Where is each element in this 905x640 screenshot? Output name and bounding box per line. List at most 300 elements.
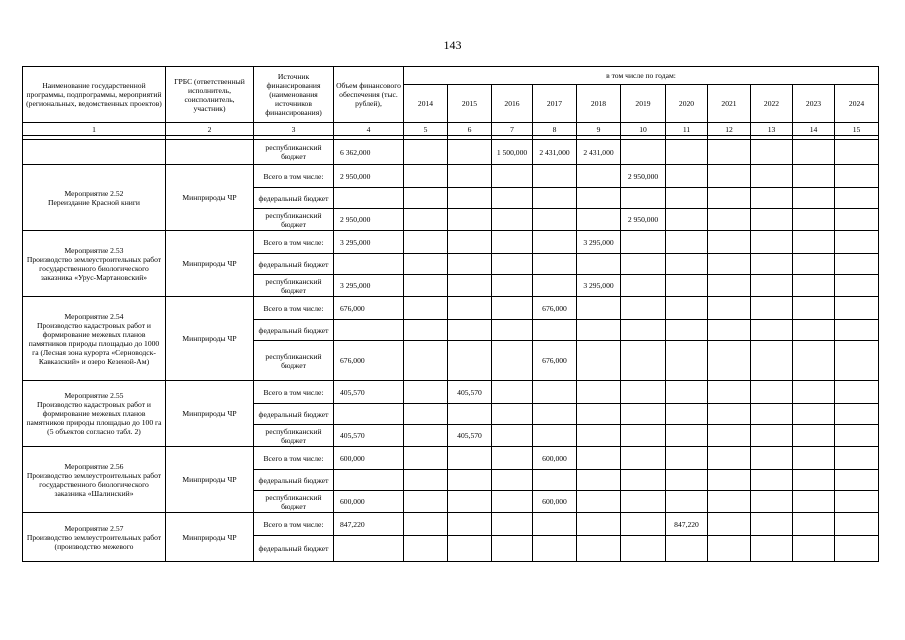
measure-title: Мероприятие 2.55 <box>64 391 124 400</box>
year-cell-2021 <box>708 381 751 404</box>
header-years-caption: в том числе по годам: <box>404 67 879 85</box>
grbs-cell: Минприроды ЧР <box>166 231 254 297</box>
year-cell-2017 <box>533 275 577 297</box>
year-cell-2021 <box>708 513 751 536</box>
year-cell-2022 <box>751 381 793 404</box>
year-cell-2016 <box>492 536 533 562</box>
year-cell-2023 <box>793 275 835 297</box>
column-index: 12 <box>708 123 751 136</box>
year-cell-2018 <box>577 381 621 404</box>
year-cell-2020 <box>666 341 708 381</box>
year-cell-2019 <box>621 447 666 470</box>
year-cell-2022 <box>751 209 793 231</box>
source-cell: федеральный бюджет <box>254 404 334 425</box>
grbs-cell: Минприроды ЧР <box>166 513 254 562</box>
year-cell-2015: 405,570 <box>448 381 492 404</box>
year-cell-2022 <box>751 320 793 341</box>
year-cell-2020 <box>666 165 708 188</box>
header-year-2018: 2018 <box>577 85 621 123</box>
year-cell-2023 <box>793 381 835 404</box>
year-cell-2019 <box>621 341 666 381</box>
year-cell-2023 <box>793 140 835 165</box>
column-index: 7 <box>492 123 533 136</box>
column-index: 13 <box>751 123 793 136</box>
source-cell: Всего в том числе: <box>254 297 334 320</box>
year-cell-2017: 600,000 <box>533 491 577 513</box>
table-row <box>23 140 879 165</box>
total-cell <box>334 404 404 425</box>
year-cell-2017 <box>533 231 577 254</box>
header-year-2016: 2016 <box>492 85 533 123</box>
year-cell-2024 <box>835 425 879 447</box>
header-year-2019: 2019 <box>621 85 666 123</box>
measure-description: Производство кадастровых работ и формирование межевых планов памятников природы площадью до 1000 га (Лесная зона курорта «Серноводск-Кавказский» и озеро Кезеной-Ам) <box>28 320 160 366</box>
year-cell-2019 <box>621 297 666 320</box>
year-cell-2024 <box>835 209 879 231</box>
year-cell-2019 <box>621 275 666 297</box>
year-cell-2022 <box>751 231 793 254</box>
year-cell-2014 <box>404 341 448 381</box>
year-cell-2022 <box>751 425 793 447</box>
column-index: 2 <box>166 123 254 136</box>
year-cell-2021 <box>708 231 751 254</box>
column-index: 8 <box>533 123 577 136</box>
measure-title: Мероприятие 2.53 <box>64 245 124 255</box>
year-cell-2024 <box>835 165 879 188</box>
year-cell-2022 <box>751 491 793 513</box>
source-cell: республиканский бюджет <box>254 140 334 165</box>
column-index: 10 <box>621 123 666 136</box>
year-cell-2022 <box>751 254 793 275</box>
year-cell-2023 <box>793 470 835 491</box>
source-cell: республиканский бюджет <box>254 209 334 231</box>
total-cell <box>334 188 404 209</box>
year-cell-2019 <box>621 491 666 513</box>
year-cell-2024 <box>835 381 879 404</box>
measure-cell <box>23 165 166 231</box>
year-cell-2018 <box>577 470 621 491</box>
year-cell-2018 <box>577 491 621 513</box>
year-cell-2015 <box>448 275 492 297</box>
measure-description: Переиздание Красной книги <box>48 197 140 207</box>
year-cell-2018: 2 431,000 <box>577 140 621 165</box>
measure-title: Мероприятие 2.57 <box>64 523 124 533</box>
source-cell: Всего в том числе: <box>254 165 334 188</box>
year-cell-2016 <box>492 513 533 536</box>
header-year-2024: 2024 <box>835 85 879 123</box>
year-cell-2016: 1 500,000 <box>492 140 533 165</box>
header-name-col: Наименование государственной программы, подпрограммы, мероприятий (региональных, ведомственных проектов) <box>23 67 166 123</box>
year-cell-2022 <box>751 470 793 491</box>
year-cell-2021 <box>708 254 751 275</box>
year-cell-2017: 676,000 <box>533 297 577 320</box>
year-cell-2014 <box>404 231 448 254</box>
year-cell-2024 <box>835 470 879 491</box>
year-cell-2018 <box>577 447 621 470</box>
year-cell-2016 <box>492 341 533 381</box>
year-cell-2016 <box>492 447 533 470</box>
year-cell-2020 <box>666 447 708 470</box>
year-cell-2014 <box>404 188 448 209</box>
measure-description: Производство кадастровых работ и формирование межевых планов памятников природы площадью до 100 га (5 объектов согласно табл. 2) <box>26 400 162 436</box>
year-cell-2014 <box>404 297 448 320</box>
header-source-col: Источник финансирования (наименования источников финансирования) <box>254 67 334 123</box>
year-cell-2017 <box>533 381 577 404</box>
year-cell-2017 <box>533 404 577 425</box>
year-cell-2016 <box>492 231 533 254</box>
year-cell-2014 <box>404 491 448 513</box>
year-cell-2015 <box>448 209 492 231</box>
table-row <box>23 165 879 188</box>
table-row <box>23 381 879 404</box>
total-cell: 405,570 <box>334 381 404 404</box>
year-cell-2021 <box>708 491 751 513</box>
year-cell-2022 <box>751 188 793 209</box>
year-cell-2021 <box>708 275 751 297</box>
total-cell: 676,000 <box>334 341 404 381</box>
measure-title: Мероприятие 2.56 <box>64 461 124 471</box>
total-cell <box>334 470 404 491</box>
year-cell-2022 <box>751 297 793 320</box>
measure-description: Производство землеустроительных работ государственного биологического заказника «Шалинский» <box>26 470 162 498</box>
year-cell-2020 <box>666 188 708 209</box>
year-cell-2017 <box>533 536 577 562</box>
year-cell-2021 <box>708 425 751 447</box>
header-grbs-col: ГРБС (ответственный исполнитель, соисполнитель, участник) <box>166 67 254 123</box>
year-cell-2019 <box>621 231 666 254</box>
year-cell-2015 <box>448 470 492 491</box>
source-cell: республиканский бюджет <box>254 341 334 381</box>
year-cell-2016 <box>492 297 533 320</box>
year-cell-2023 <box>793 320 835 341</box>
year-cell-2019: 2 950,000 <box>621 165 666 188</box>
total-cell: 600,000 <box>334 491 404 513</box>
total-cell <box>334 254 404 275</box>
year-cell-2015 <box>448 341 492 381</box>
year-cell-2019: 2 950,000 <box>621 209 666 231</box>
column-index: 4 <box>334 123 404 136</box>
measure-title: Мероприятие 2.52 <box>64 188 124 198</box>
total-cell <box>334 536 404 562</box>
year-cell-2019 <box>621 513 666 536</box>
year-cell-2014 <box>404 425 448 447</box>
column-index: 9 <box>577 123 621 136</box>
measure-title: Мероприятие 2.54 <box>64 311 124 321</box>
year-cell-2017 <box>533 470 577 491</box>
table-row <box>23 297 879 320</box>
year-cell-2020 <box>666 381 708 404</box>
year-cell-2015 <box>448 140 492 165</box>
column-index: 5 <box>404 123 448 136</box>
year-cell-2018 <box>577 254 621 275</box>
year-cell-2021 <box>708 447 751 470</box>
measure-cell <box>23 381 166 447</box>
total-cell: 2 950,000 <box>334 209 404 231</box>
year-cell-2020 <box>666 320 708 341</box>
year-cell-2018: 3 295,000 <box>577 231 621 254</box>
year-cell-2020 <box>666 231 708 254</box>
year-cell-2017 <box>533 165 577 188</box>
year-cell-2016 <box>492 470 533 491</box>
total-cell <box>334 320 404 341</box>
header-year-2022: 2022 <box>751 85 793 123</box>
year-cell-2015 <box>448 231 492 254</box>
year-cell-2015 <box>448 447 492 470</box>
year-cell-2015 <box>448 404 492 425</box>
year-cell-2014 <box>404 381 448 404</box>
measure-cell <box>23 513 166 562</box>
header-year-2014: 2014 <box>404 85 448 123</box>
total-cell: 405,570 <box>334 425 404 447</box>
year-cell-2022 <box>751 447 793 470</box>
year-cell-2020 <box>666 425 708 447</box>
year-cell-2023 <box>793 341 835 381</box>
year-cell-2020 <box>666 297 708 320</box>
year-cell-2020 <box>666 254 708 275</box>
year-cell-2021 <box>708 209 751 231</box>
year-cell-2015 <box>448 491 492 513</box>
year-cell-2014 <box>404 140 448 165</box>
year-cell-2024 <box>835 297 879 320</box>
source-cell: федеральный бюджет <box>254 254 334 275</box>
year-cell-2024 <box>835 140 879 165</box>
year-cell-2016 <box>492 165 533 188</box>
year-cell-2023 <box>793 404 835 425</box>
year-cell-2015: 405,570 <box>448 425 492 447</box>
year-cell-2019 <box>621 140 666 165</box>
year-cell-2023 <box>793 513 835 536</box>
year-cell-2016 <box>492 254 533 275</box>
year-cell-2014 <box>404 470 448 491</box>
total-cell: 3 295,000 <box>334 231 404 254</box>
year-cell-2024 <box>835 536 879 562</box>
year-cell-2016 <box>492 404 533 425</box>
table-row <box>23 513 879 536</box>
measure-cell <box>23 231 166 297</box>
year-cell-2022 <box>751 513 793 536</box>
year-cell-2016 <box>492 425 533 447</box>
year-cell-2023 <box>793 254 835 275</box>
year-cell-2019 <box>621 425 666 447</box>
year-cell-2014 <box>404 404 448 425</box>
source-cell: республиканский бюджет <box>254 491 334 513</box>
year-cell-2014 <box>404 536 448 562</box>
year-cell-2019 <box>621 188 666 209</box>
total-cell: 847,220 <box>334 513 404 536</box>
year-cell-2020 <box>666 209 708 231</box>
year-cell-2015 <box>448 513 492 536</box>
year-cell-2017 <box>533 254 577 275</box>
page-number: 143 <box>443 38 462 52</box>
table-row <box>23 447 879 470</box>
year-cell-2016 <box>492 381 533 404</box>
column-index: 1 <box>23 123 166 136</box>
year-cell-2024 <box>835 491 879 513</box>
grbs-cell: Минприроды ЧР <box>166 447 254 513</box>
year-cell-2020 <box>666 470 708 491</box>
measure-cell <box>23 447 166 513</box>
year-cell-2019 <box>621 404 666 425</box>
year-cell-2024 <box>835 188 879 209</box>
year-cell-2016 <box>492 320 533 341</box>
header-year-2020: 2020 <box>666 85 708 123</box>
year-cell-2021 <box>708 165 751 188</box>
year-cell-2014 <box>404 513 448 536</box>
year-cell-2017: 676,000 <box>533 341 577 381</box>
year-cell-2015 <box>448 188 492 209</box>
measure-description: Производство землеустроительных работ (производство межевого <box>26 532 162 551</box>
year-cell-2024 <box>835 447 879 470</box>
year-cell-2018 <box>577 165 621 188</box>
year-cell-2016 <box>492 188 533 209</box>
source-cell: федеральный бюджет <box>254 536 334 562</box>
year-cell-2017 <box>533 425 577 447</box>
year-cell-2024 <box>835 275 879 297</box>
year-cell-2023 <box>793 188 835 209</box>
measure-cell <box>23 140 166 165</box>
column-index: 3 <box>254 123 334 136</box>
source-cell: федеральный бюджет <box>254 188 334 209</box>
year-cell-2017: 600,000 <box>533 447 577 470</box>
year-cell-2015 <box>448 297 492 320</box>
year-cell-2015 <box>448 254 492 275</box>
year-cell-2018 <box>577 404 621 425</box>
year-cell-2020 <box>666 140 708 165</box>
year-cell-2024 <box>835 320 879 341</box>
year-cell-2014 <box>404 447 448 470</box>
year-cell-2023 <box>793 536 835 562</box>
year-cell-2023 <box>793 491 835 513</box>
grbs-cell: Минприроды ЧР <box>166 297 254 381</box>
year-cell-2021 <box>708 536 751 562</box>
year-cell-2018 <box>577 425 621 447</box>
year-cell-2024 <box>835 513 879 536</box>
year-cell-2016 <box>492 275 533 297</box>
grbs-cell: Минприроды ЧР <box>166 165 254 231</box>
year-cell-2018 <box>577 320 621 341</box>
year-cell-2024 <box>835 404 879 425</box>
measure-cell <box>23 297 166 381</box>
year-cell-2022 <box>751 536 793 562</box>
year-cell-2021 <box>708 297 751 320</box>
column-index: 6 <box>448 123 492 136</box>
year-cell-2022 <box>751 341 793 381</box>
year-cell-2020 <box>666 536 708 562</box>
column-index: 14 <box>793 123 835 136</box>
year-cell-2023 <box>793 297 835 320</box>
year-cell-2017 <box>533 513 577 536</box>
year-cell-2024 <box>835 231 879 254</box>
source-cell: федеральный бюджет <box>254 470 334 491</box>
table-row <box>23 231 879 254</box>
header-year-2017: 2017 <box>533 85 577 123</box>
grbs-cell <box>166 140 254 165</box>
year-cell-2014 <box>404 275 448 297</box>
source-cell: Всего в том числе: <box>254 513 334 536</box>
year-cell-2018 <box>577 513 621 536</box>
year-cell-2022 <box>751 404 793 425</box>
year-cell-2015 <box>448 320 492 341</box>
measure-description: Производство землеустроительных работ государственного биологического заказника «Урус-Мартановский» <box>26 254 162 282</box>
total-cell: 2 950,000 <box>334 165 404 188</box>
year-cell-2017 <box>533 188 577 209</box>
year-cell-2015 <box>448 536 492 562</box>
year-cell-2022 <box>751 140 793 165</box>
year-cell-2021 <box>708 341 751 381</box>
year-cell-2014 <box>404 165 448 188</box>
source-cell: Всего в том числе: <box>254 231 334 254</box>
column-index: 15 <box>835 123 879 136</box>
year-cell-2020: 847,220 <box>666 513 708 536</box>
year-cell-2018: 3 295,000 <box>577 275 621 297</box>
table-header <box>23 67 879 136</box>
year-cell-2024 <box>835 254 879 275</box>
year-cell-2018 <box>577 188 621 209</box>
year-cell-2022 <box>751 275 793 297</box>
year-cell-2014 <box>404 254 448 275</box>
year-cell-2014 <box>404 209 448 231</box>
year-cell-2018 <box>577 341 621 381</box>
total-cell: 3 295,000 <box>334 275 404 297</box>
year-cell-2019 <box>621 470 666 491</box>
year-cell-2024 <box>835 341 879 381</box>
year-cell-2019 <box>621 254 666 275</box>
year-cell-2022 <box>751 165 793 188</box>
column-index-row <box>23 123 879 136</box>
year-cell-2023 <box>793 209 835 231</box>
year-cell-2019 <box>621 320 666 341</box>
source-cell: Всего в том числе: <box>254 447 334 470</box>
budget-table <box>22 66 879 562</box>
year-cell-2020 <box>666 275 708 297</box>
total-cell: 676,000 <box>334 297 404 320</box>
header-year-2021: 2021 <box>708 85 751 123</box>
year-cell-2020 <box>666 404 708 425</box>
year-cell-2019 <box>621 381 666 404</box>
total-cell: 6 362,000 <box>334 140 404 165</box>
year-cell-2017: 2 431,000 <box>533 140 577 165</box>
source-cell: республиканский бюджет <box>254 425 334 447</box>
year-cell-2021 <box>708 140 751 165</box>
table-body <box>23 136 879 562</box>
year-cell-2014 <box>404 320 448 341</box>
column-index: 11 <box>666 123 708 136</box>
header-year-2015: 2015 <box>448 85 492 123</box>
year-cell-2021 <box>708 320 751 341</box>
year-cell-2015 <box>448 165 492 188</box>
year-cell-2023 <box>793 425 835 447</box>
header-year-2023: 2023 <box>793 85 835 123</box>
year-cell-2023 <box>793 231 835 254</box>
total-cell: 600,000 <box>334 447 404 470</box>
year-cell-2021 <box>708 188 751 209</box>
source-cell: Всего в том числе: <box>254 381 334 404</box>
source-cell: республиканский бюджет <box>254 275 334 297</box>
year-cell-2021 <box>708 470 751 491</box>
year-cell-2019 <box>621 536 666 562</box>
year-cell-2017 <box>533 209 577 231</box>
year-cell-2020 <box>666 491 708 513</box>
year-cell-2023 <box>793 165 835 188</box>
year-cell-2016 <box>492 491 533 513</box>
year-cell-2023 <box>793 447 835 470</box>
year-cell-2018 <box>577 209 621 231</box>
grbs-cell: Минприроды ЧР <box>166 381 254 447</box>
source-cell: федеральный бюджет <box>254 320 334 341</box>
year-cell-2016 <box>492 209 533 231</box>
header-volume-col: Объем финансового обеспечения (тыс. рублей), <box>334 67 404 123</box>
year-cell-2018 <box>577 297 621 320</box>
